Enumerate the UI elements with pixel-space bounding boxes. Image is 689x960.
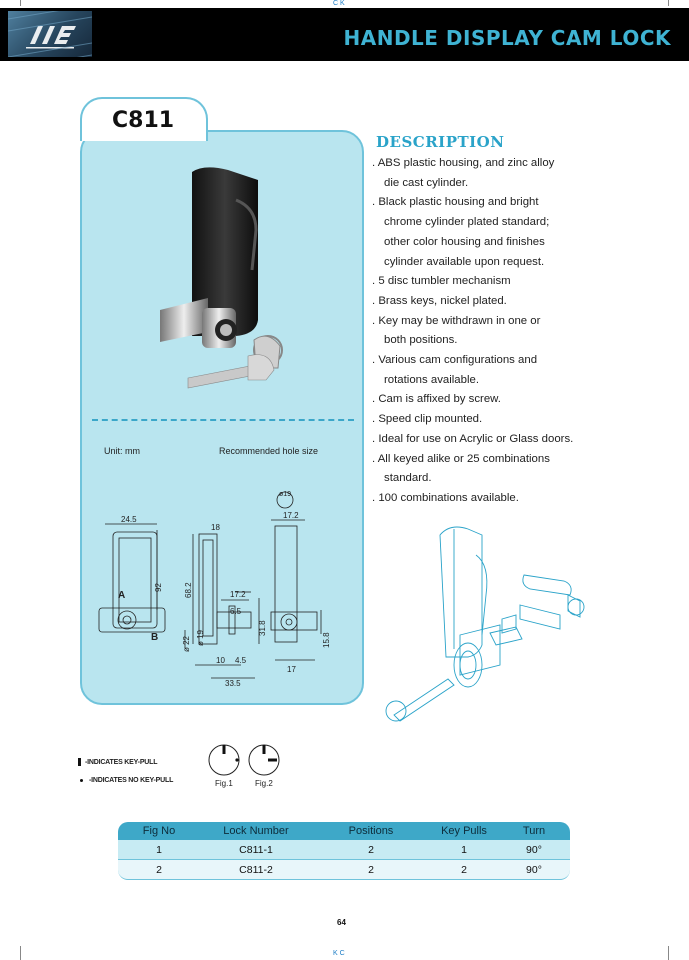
dim-17-2-top: 17.2 <box>283 511 299 520</box>
dim-92: 92 <box>154 583 163 592</box>
description-line: . 5 disc tumbler mechanism <box>372 275 511 288</box>
legend-no-key-pull <box>78 777 173 784</box>
crop-mark <box>668 0 669 6</box>
cell-lock-number: C811-1 <box>239 843 273 856</box>
col-turn: Turn <box>522 825 546 837</box>
legend-no-key-pull-text: -INDICATES NO KEY-PULL <box>89 777 174 784</box>
fig2-position-diagram <box>246 742 282 778</box>
dim-15-8: 15.8 <box>322 632 331 648</box>
model-number: C811 <box>112 108 175 133</box>
description-line: standard. <box>384 472 432 485</box>
description-line: . Various cam configurations and <box>372 354 538 367</box>
table-header <box>118 822 570 840</box>
registration-marker-top: C K <box>333 0 345 7</box>
exploded-view-drawing <box>380 515 620 740</box>
description-line: . Speed clip mounted. <box>372 413 483 426</box>
page-title: HANDLE DISPLAY CAM LOCK <box>343 26 671 50</box>
description-line: . ABS plastic housing, and zinc alloy <box>372 157 555 169</box>
table-row <box>118 860 570 880</box>
description-line: . Key may be withdrawn in one or <box>372 314 541 327</box>
dim-22: ø 22 <box>182 635 191 652</box>
description-line: . Black plastic housing and bright <box>372 196 539 209</box>
unit-label: Unit: mm <box>104 446 140 456</box>
description-line: . Brass keys, nickel plated. <box>372 294 507 307</box>
dim-17: 17 <box>287 665 296 674</box>
dim-6-5: 6.5 <box>230 607 242 616</box>
description-heading: DESCRIPTION <box>376 133 505 151</box>
cell-fig-no: 2 <box>156 863 162 876</box>
jie-logo-icon <box>8 11 92 57</box>
legend-key-pull <box>78 758 157 766</box>
description-line: . All keyed alike or 25 combinations <box>372 452 550 465</box>
dim-4-5: 4.5 <box>235 656 247 665</box>
label-a: A <box>118 590 126 601</box>
col-fig-no: Fig No <box>142 825 176 837</box>
crop-mark <box>20 946 21 960</box>
description-line: . Cam is affixed by screw. <box>372 393 501 406</box>
dim-31-8: 31.8 <box>258 620 267 636</box>
divider-dashed <box>92 419 354 421</box>
dim-68-2: 68.2 <box>184 582 193 598</box>
description-line: die cast cylinder. <box>384 176 469 189</box>
key-pull-bar-icon <box>78 758 81 766</box>
description-list <box>372 154 672 509</box>
description-line: both positions. <box>384 334 458 347</box>
description-line: other color housing and finishes <box>384 235 545 248</box>
technical-drawing <box>95 480 345 690</box>
col-positions: Positions <box>348 825 394 837</box>
dim-33-5: 33.5 <box>225 679 241 688</box>
dim-17-2: 17.2 <box>230 590 246 599</box>
cell-fig-no: 1 <box>156 843 162 856</box>
lock-table <box>118 822 570 880</box>
registration-marker-bottom: K C <box>333 950 345 957</box>
dim-18: 18 <box>211 523 220 532</box>
col-lock-number: Lock Number <box>223 825 289 837</box>
cell-lock-number: C811-2 <box>239 863 273 876</box>
description-line: . Ideal for use on Acrylic or Glass doors. <box>372 432 574 445</box>
label-b: B <box>151 632 159 643</box>
crop-mark <box>668 946 669 960</box>
dim-19-dia-top: ø19 <box>279 491 292 498</box>
table-row <box>118 840 570 860</box>
col-key-pulls: Key Pulls <box>441 825 487 837</box>
cell-positions: 2 <box>368 843 374 856</box>
cell-positions: 2 <box>368 863 374 876</box>
dim-10: 10 <box>216 656 225 665</box>
dim-24-5: 24.5 <box>121 515 137 524</box>
crop-mark <box>20 0 21 6</box>
cell-turn: 90° <box>526 863 542 876</box>
description-line: . 100 combinations available. <box>372 491 519 504</box>
fig2-label: Fig.2 <box>255 779 273 788</box>
description-line: chrome cylinder plated standard; <box>384 216 550 229</box>
fig1-label: Fig.1 <box>215 779 233 788</box>
cell-key-pulls: 1 <box>461 843 467 856</box>
fig1-position-diagram <box>206 742 242 778</box>
description-line: cylinder available upon request. <box>384 255 545 268</box>
description-line: rotations available. <box>384 373 479 386</box>
legend-key-pull-text: -INDICATES KEY-PULL <box>85 758 158 766</box>
product-photo <box>140 160 300 395</box>
no-key-pull-dot-icon <box>80 779 83 782</box>
dim-19: ø 19 <box>196 629 205 646</box>
cell-turn: 90° <box>526 843 542 856</box>
cell-key-pulls: 2 <box>461 863 467 876</box>
recommended-hole-label: Recommended hole size <box>219 446 319 456</box>
page-number: 64 <box>337 918 346 927</box>
